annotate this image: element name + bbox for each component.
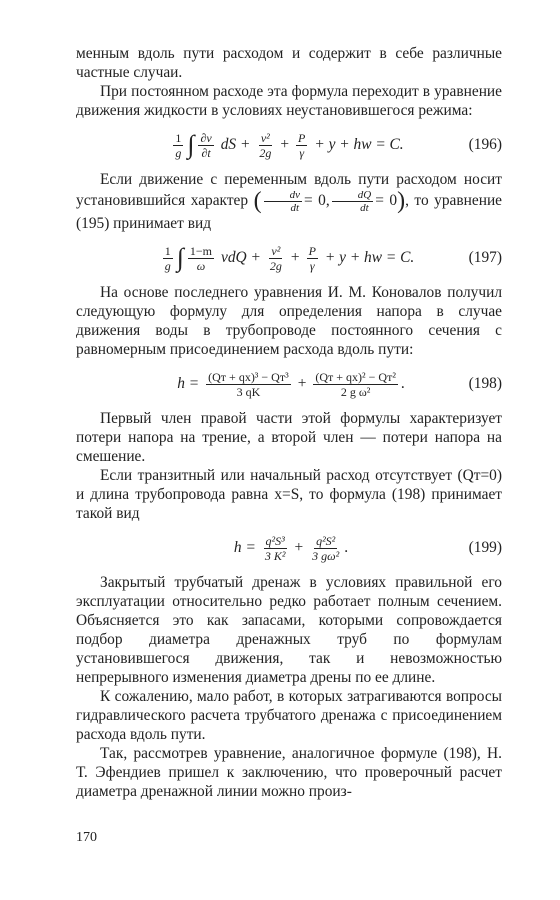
paragraph-9: Так, рассмотрев уравнение, аналогичное формуле (198), Н. Т. Эфендиев пришел к заключению, что проверочный расчет диаметра дренажной линии можно произ- bbox=[76, 745, 502, 800]
eq197-frac4: $\frac{P}{\gamma}$ bbox=[308, 243, 316, 273]
paragraph-7: Закрытый трубчатый дренаж в условиях правильной его эксплуатации относительно редко работает полным сечением. Объясняется это как запасами, которыми сопровождается подбор диаметра дренажных труб по формулам установившегося движения, так и невозможностью непрерывного изменения диаметра дрены по ее длине. bbox=[76, 574, 502, 686]
eq199-frac2: $\frac{\text{q²S²}}{\text{3 gω²}}$ bbox=[312, 533, 340, 563]
eq199-frac1: $\frac{\text{q²S³}}{\text{3 K²}}$ bbox=[264, 533, 286, 563]
equation-199: h = $\frac{\text{q²S³}}{\text{3 K²}}$ + $\frac{\text{q²S²}}{\text{3 gω²}}$ . (199) bbox=[233, 533, 502, 563]
eq198-frac2: $\frac{\text{(Qт + qx)² − Qт²}}{\text{2 g ω²}}$ bbox=[315, 369, 396, 399]
paragraph-8: К сожалению, мало работ, в которых затрагиваются вопросы гидравлического расчета трубчатого дренажа с присоединением расхода вдоль пути. bbox=[76, 688, 502, 743]
page-number: 170 bbox=[76, 830, 97, 845]
eq197-frac3: $\frac{\text{v²}}{2g}$ bbox=[269, 243, 282, 273]
paragraph-3: Если движение с переменным вдоль пути расходом носит установившийся характер ( $\frac{dv}{dt}$ = 0, $\frac{dQ}{dt}$ = 0), то уравнение (195) принимает вид bbox=[76, 171, 503, 232]
eq196-frac3: $\frac{\text{v²}}{2g}$ bbox=[259, 130, 272, 160]
equation-197: $\frac{1}{g}$ ∫ $\frac{1-m}{\omega}$ vdQ + $\frac{\text{v²}}{2g}$ + $\frac{P}{\gamma}$ + y + hw = C. (197) bbox=[164, 243, 502, 273]
eq196-frac1: $\frac{1}{g}$ bbox=[175, 130, 182, 160]
paragraph-5: Первый член правой части этой формулы характеризует потери напора на трение, а второй член — потери напора на смешение. bbox=[76, 410, 502, 465]
equation-number: (199) bbox=[468, 539, 502, 556]
equation-number: (197) bbox=[468, 249, 502, 266]
equation-number: (196) bbox=[468, 136, 502, 153]
eq196-frac2: $\frac{\partial v}{\partial t}$ bbox=[200, 130, 212, 160]
paragraph-6: Если транзитный или начальный расход отсутствует (Qт=0) и длина трубопровода равна x=S, то формула (198) принимает такой вид bbox=[76, 467, 502, 522]
paragraph-2: При постоянном расходе эта формула переходит в уравнение движения жидкости в условиях неустановившегося режима: bbox=[76, 83, 502, 119]
eq197-frac2: $\frac{1-m}{\omega}$ bbox=[189, 243, 212, 273]
paragraph-4: На основе последнего уравнения И. М. Коновалов получил следующую формулу для определения напора в случае движения воды в трубопроводе постоянного сечения с равномерным присоединением расхода вдоль пути: bbox=[76, 284, 502, 358]
eq196-frac4: $\frac{P}{\gamma}$ bbox=[298, 130, 306, 160]
equation-number: (198) bbox=[468, 375, 502, 392]
eq198-frac1: $\frac{\text{(Qт + qx)³ − Qт³}}{3 qK}$ bbox=[208, 369, 289, 399]
eq197-frac1: $\frac{1}{g}$ bbox=[164, 243, 171, 273]
paragraph-1: менным вдоль пути расходом и содержит в себе различные частные случаи. bbox=[76, 45, 502, 81]
equation-198: h = $\frac{\text{(Qт + qx)³ − Qт³}}{3 qK}$ + $\frac{\text{(Qт + qx)² − Qт²}}{\text{2 g ω²}}$ . (198) bbox=[177, 369, 502, 399]
equation-196: $\frac{1}{g}$ ∫ $\frac{\partial v}{\partial t}$ dS + $\frac{\text{v²}}{2g}$ + $\frac{P}{\gamma}$ + y + hw = C. (196) bbox=[175, 130, 502, 160]
